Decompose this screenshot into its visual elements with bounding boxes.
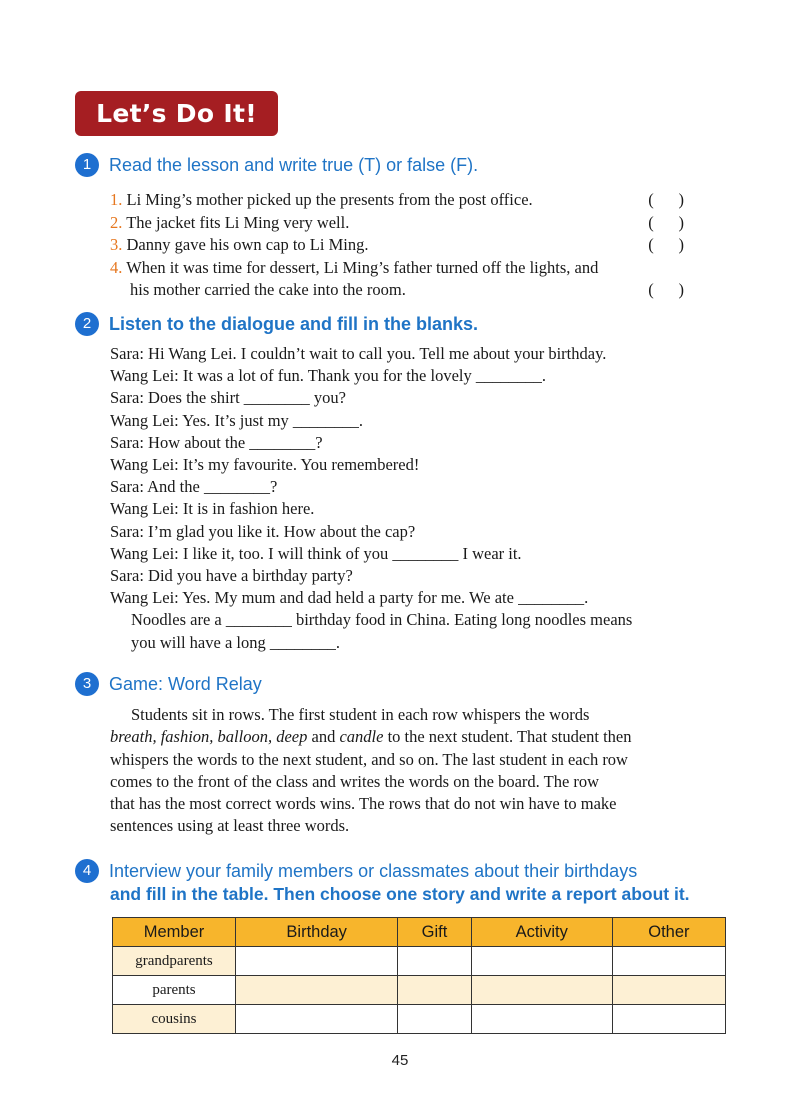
table-cell[interactable] <box>236 947 398 976</box>
section-3-number: 3 <box>75 672 99 696</box>
tf-item-text: Li Ming’s mother picked up the presents from the post office. <box>126 190 533 209</box>
header-gift: Gift <box>398 918 471 947</box>
tf-item-4 <box>110 257 690 280</box>
dialogue-line: Wang Lei: I like it, too. I will think of you ________ I wear it. <box>110 543 522 563</box>
dialogue-line: Sara: How about the ________? <box>110 432 323 452</box>
answer-paren[interactable]: ( ) <box>648 212 684 232</box>
dialogue-line: Noodles are a ________ birthday food in China. Eating long noodles means <box>131 610 633 630</box>
section-4-heading <box>75 858 637 884</box>
paragraph-line <box>110 726 720 748</box>
dialogue-line: Sara: I’m glad you like it. How about the cap? <box>110 521 416 541</box>
dialogue-line: you will have a long ________. <box>131 632 340 652</box>
dialogue-line: Sara: Does the shirt ________ you? <box>110 388 347 408</box>
table-cell[interactable] <box>236 976 398 1005</box>
birthday-interview-table <box>112 917 726 1034</box>
section-1-heading <box>75 152 478 178</box>
row-label: grandparents <box>113 947 236 976</box>
paragraph-line: sentences using at least three words. <box>110 816 350 836</box>
tf-item-2 <box>110 212 690 235</box>
table-cell[interactable] <box>471 947 612 976</box>
tf-item-text: When it was time for dessert, Li Ming’s father turned off the lights, and <box>126 257 599 277</box>
row-label: parents <box>113 976 236 1005</box>
answer-paren[interactable]: ( ) <box>648 190 684 209</box>
section-4-number: 4 <box>75 859 99 883</box>
dialogue-line: Wang Lei: Yes. My mum and dad held a party for me. We ate ________. <box>110 588 589 608</box>
and-word: and <box>307 727 340 747</box>
tf-item-number: 4. <box>110 257 123 277</box>
word-relay-instructions <box>110 704 720 838</box>
line-rest: to the next student. That student then <box>383 727 632 747</box>
tf-item-text: his mother carried the cake into the room. <box>130 280 406 299</box>
tf-item-number: 1. <box>110 190 123 209</box>
row-label: cousins <box>113 1005 236 1034</box>
tf-item-number: 2. <box>110 212 123 232</box>
table-cell[interactable] <box>236 1005 398 1034</box>
dialogue-line: Wang Lei: It is in fashion here. <box>110 499 315 519</box>
dialogue-line: Wang Lei: Yes. It’s just my ________. <box>110 410 364 430</box>
relay-word-candle: candle <box>339 727 384 747</box>
lets-do-it-banner: Let’s Do It! <box>75 91 278 136</box>
tf-item-3 <box>110 234 690 257</box>
section-1-number: 1 <box>75 153 99 177</box>
paragraph-line: whispers the words to the next student, and so on. The last student in each row <box>110 749 628 769</box>
section-2-title: Listen to the dialogue and fill in the blanks. <box>109 313 479 334</box>
answer-paren[interactable]: ( ) <box>648 280 684 299</box>
paragraph-line: comes to the front of the class and writes the words on the board. The row <box>110 771 600 791</box>
tf-item-text: Danny gave his own cap to Li Ming. <box>126 235 369 254</box>
dialogue-line: Sara: And the ________? <box>110 477 278 497</box>
tf-item-1 <box>110 189 690 212</box>
tf-item-4-continued <box>110 279 690 302</box>
header-member: Member <box>113 918 236 947</box>
section-4-title: Interview your family members or classmates about their birthdays <box>109 860 638 881</box>
paragraph-line: Students sit in rows. The first student in each row whispers the words <box>131 705 590 724</box>
table-row <box>113 947 726 976</box>
page-number: 45 <box>391 1052 409 1069</box>
dialogue <box>110 343 730 654</box>
table-cell[interactable] <box>398 1005 471 1034</box>
paragraph-line: that has the most correct words wins. The rows that do not win have to make <box>110 794 617 814</box>
table-cell[interactable] <box>612 947 725 976</box>
dialogue-line: Sara: Did you have a birthday party? <box>110 566 353 586</box>
table-cell[interactable] <box>398 947 471 976</box>
dialogue-line: Wang Lei: It’s my favourite. You remembered! <box>110 455 420 475</box>
table-row <box>113 1005 726 1034</box>
section-2-number: 2 <box>75 312 99 336</box>
relay-words: breath, fashion, balloon, deep <box>110 727 308 747</box>
table-cell[interactable] <box>612 1005 725 1034</box>
tf-item-number: 3. <box>110 235 123 254</box>
dialogue-line: Sara: Hi Wang Lei. I couldn’t wait to call you. Tell me about your birthday. <box>110 344 607 363</box>
table-cell[interactable] <box>612 976 725 1005</box>
header-activity: Activity <box>471 918 612 947</box>
table-row <box>113 976 726 1005</box>
table-header-row <box>113 918 726 947</box>
table-cell[interactable] <box>471 976 612 1005</box>
tf-item-text: The jacket fits Li Ming very well. <box>126 212 350 232</box>
section-3-title: Game: Word Relay <box>109 673 262 694</box>
section-2-heading <box>75 311 478 337</box>
answer-paren[interactable]: ( ) <box>648 235 684 254</box>
table-cell[interactable] <box>471 1005 612 1034</box>
header-birthday: Birthday <box>236 918 398 947</box>
section-3-heading <box>75 671 262 697</box>
section-4-title-continued: and fill in the table. Then choose one story and write a report about it. <box>110 884 690 904</box>
table-cell[interactable] <box>398 976 471 1005</box>
section-1-title: Read the lesson and write true (T) or false (F). <box>109 154 479 175</box>
true-false-list <box>110 189 690 302</box>
header-other: Other <box>612 918 725 947</box>
dialogue-line: Wang Lei: It was a lot of fun. Thank you for the lovely ________. <box>110 366 546 386</box>
